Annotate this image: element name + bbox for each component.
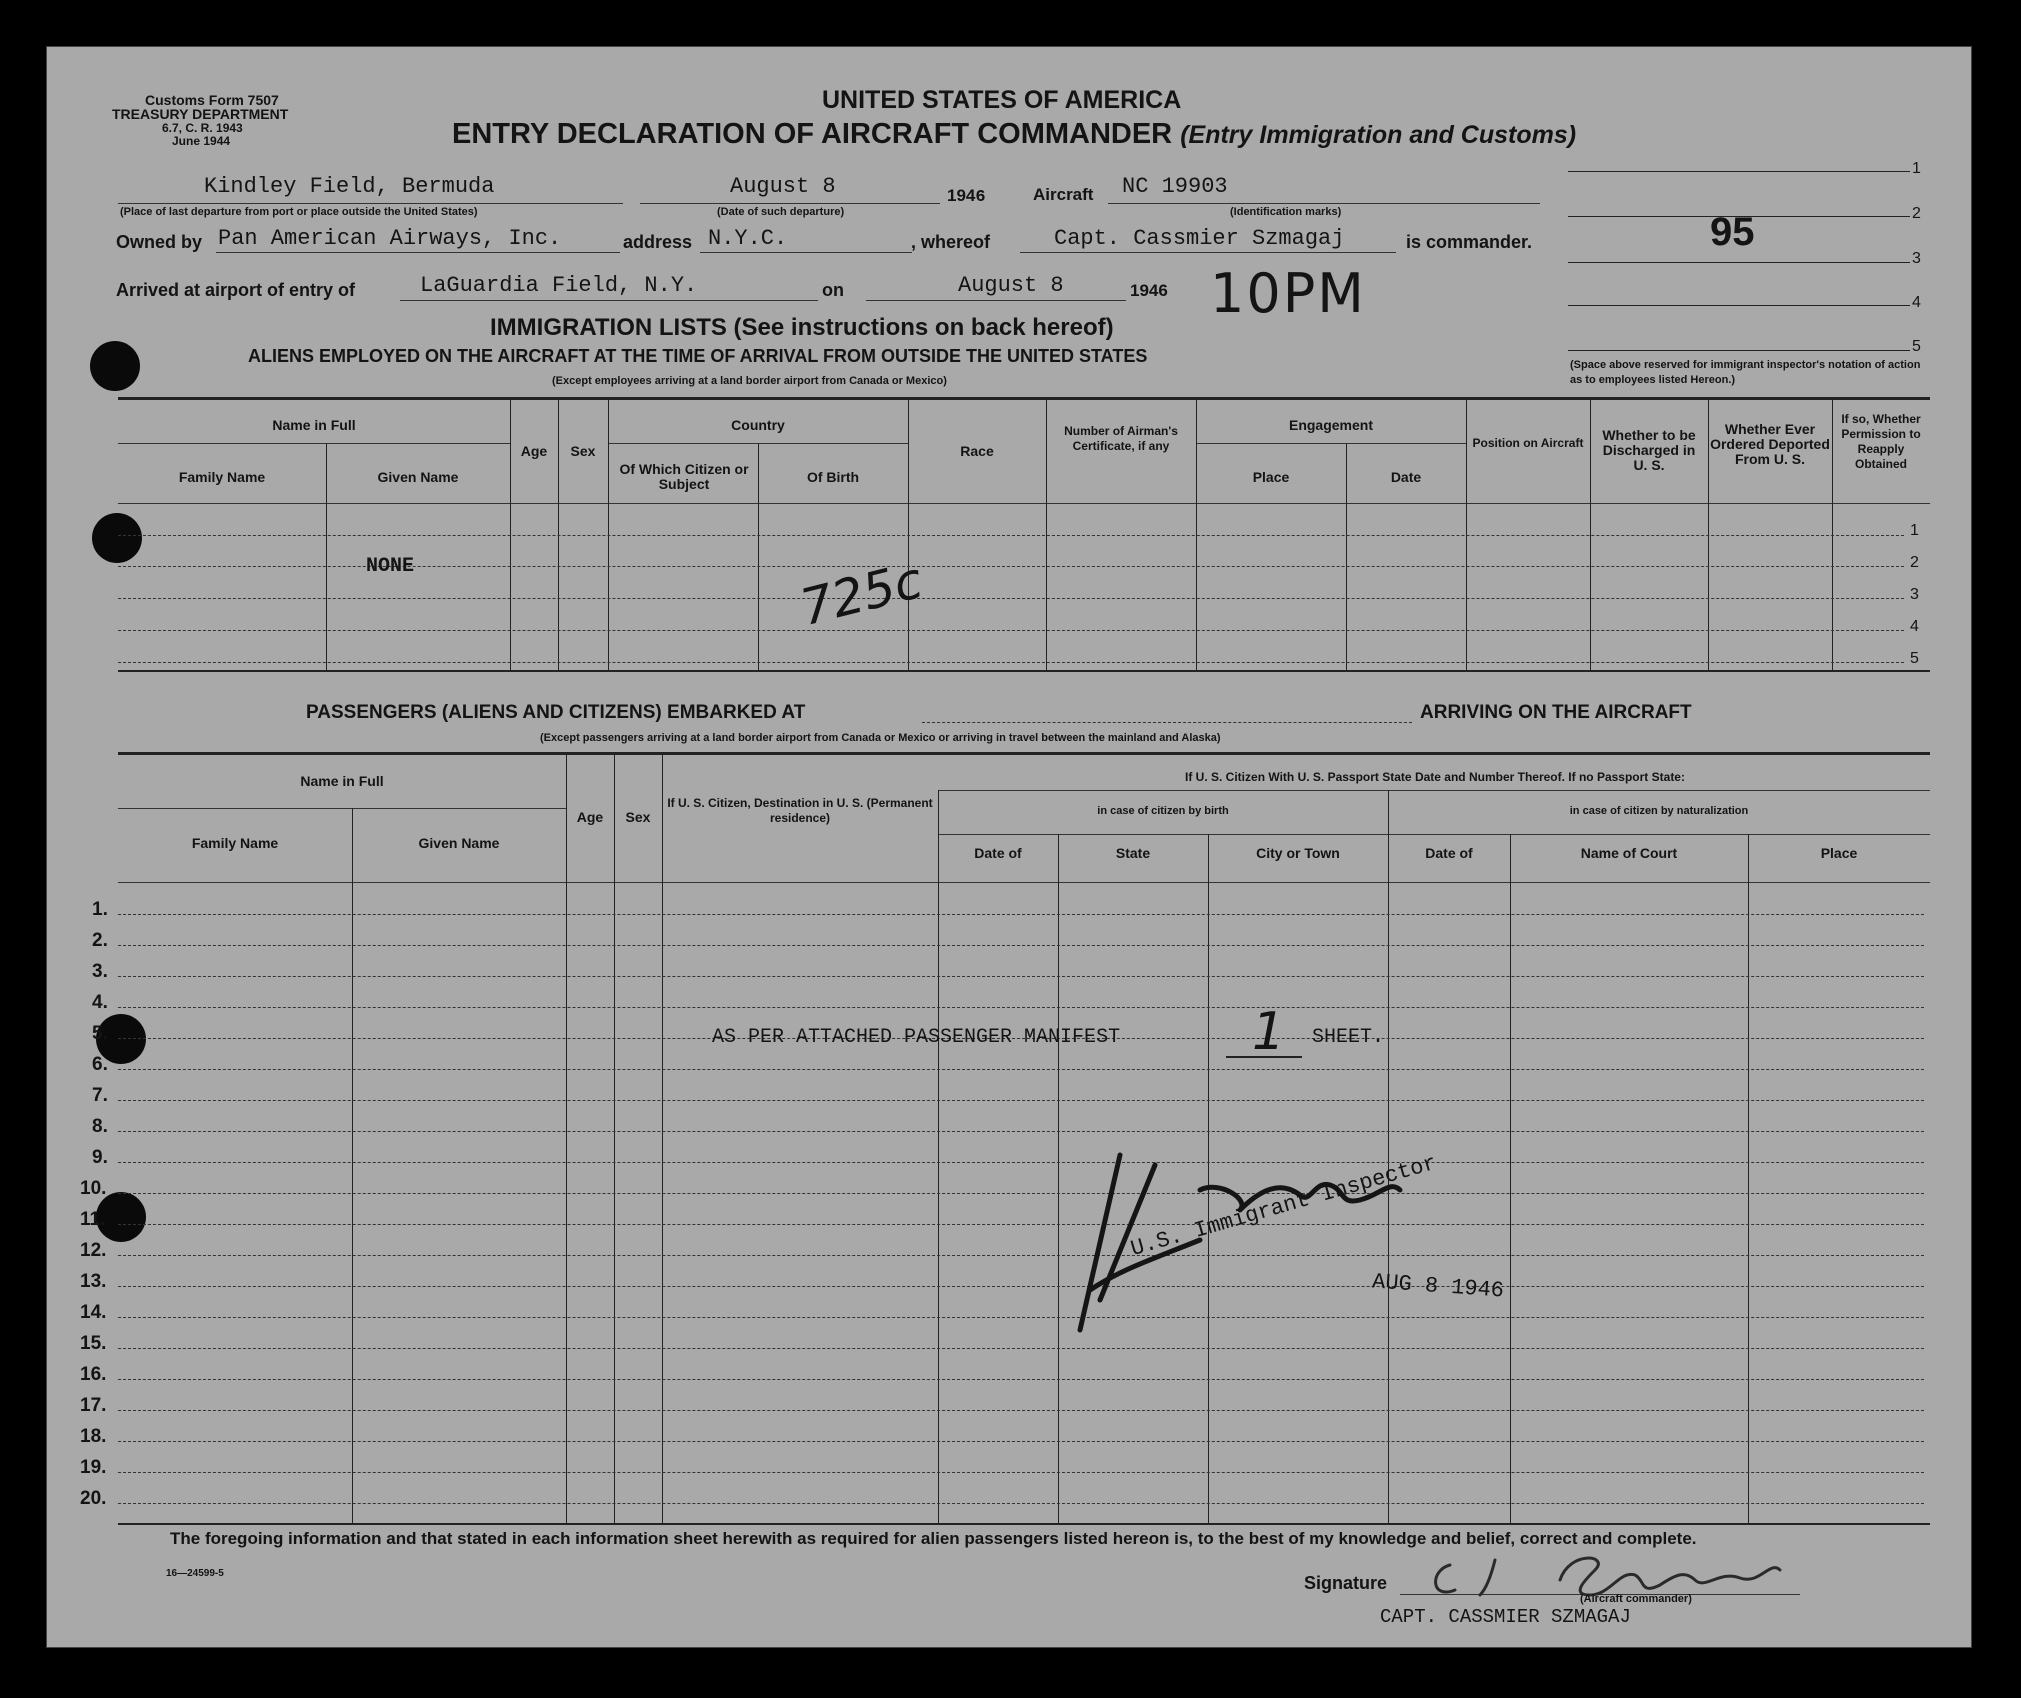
pax-header-destination: If U. S. Citizen, Destination in U. S. (Permanent residence) [667,796,933,825]
row-number: 16. [80,1364,107,1385]
rule [400,300,818,301]
passport-group-rule [938,790,1930,791]
col-rule [938,790,939,1523]
row-rule [118,1348,1924,1349]
header-family-name: Family Name [178,469,266,485]
row-number: 1 [1910,522,1919,539]
header-date: Date [1390,469,1422,485]
row-rule [118,1131,1924,1132]
immigration-subtitle: ALIENS EMPLOYED ON THE AIRCRAFT AT THE TIME OF ARRIVAL FROM OUTSIDE THE UNITED STATES [248,346,1148,366]
count-underline [1226,1056,1302,1058]
stamp-date: AUG 8 1946 [1371,1269,1505,1304]
row-rule [118,914,1924,915]
pax-header-court: Name of Court [1580,845,1678,861]
immigration-entry: NONE [366,555,415,578]
header-sex: Sex [570,443,596,459]
row-number: 7. [92,1085,108,1106]
inspector-line-number: 1 [1912,160,1921,177]
departure-date: August 8 [730,174,836,199]
departure-date-caption: (Date of such departure) [717,206,845,218]
passport-sub-rule [938,834,1930,835]
form-date: June 1944 [172,134,231,148]
arrival-time: 10PM [1210,262,1366,325]
rule [1020,252,1396,253]
inspector-line-number: 4 [1912,294,1921,311]
name-group-rule [118,808,566,809]
rule [700,252,912,253]
row-rule [118,535,1904,536]
inspector-line [1568,171,1910,172]
country-title: UNITED STATES OF AMERICA [822,86,1182,114]
arrival-year: 1946 [1130,281,1168,300]
row-number: 1. [92,899,108,920]
pax-header-date-of-2: Date of [1425,845,1473,861]
punch-hole [90,341,140,391]
table-header-rule [118,503,1930,504]
aircraft-id: NC 19903 [1122,174,1228,199]
col-rule [1748,834,1749,1523]
form-number: Customs Form 7507 [145,92,279,108]
header-of-birth: Of Birth [806,469,860,485]
row-number: 19. [80,1457,107,1478]
inspector-line-number: 2 [1912,205,1921,222]
row-rule [118,1379,1924,1380]
row-rule [118,1162,1924,1163]
arrival-airport: LaGuardia Field, N.Y. [420,273,698,298]
immigration-note: (Except employees arriving at a land border airport from Canada or Mexico) [552,375,947,387]
row-number: 3 [1910,586,1919,603]
whereof-label: , whereof [911,232,991,252]
pax-header-date-of: Date of [974,845,1022,861]
row-number: 13. [80,1271,107,1292]
row-rule [118,662,1904,663]
on-label: on [822,280,844,300]
footer-statement: The foregoing information and that stated in each information sheet herewith as required for alien passengers listed hereon is, to the best of my knowledge and belief, correct and complete. [170,1529,1697,1548]
rule [118,203,623,204]
inspector-line [1568,262,1910,263]
departure-place: Kindley Field, Bermuda [204,174,495,199]
pax-header-by-birth: in case of citizen by birth [1097,805,1229,817]
row-rule [118,1007,1924,1008]
col-rule [1058,834,1059,1523]
commander-name: Capt. Cassmier Szmagaj [1054,226,1345,251]
commander-label: is commander. [1406,232,1533,252]
form-title-italic: (Entry Immigration and Customs) [1180,121,1577,149]
row-number: 2 [1910,554,1919,571]
arrived-label: Arrived at airport of entry of [116,280,356,300]
row-rule [118,1100,1924,1101]
row-number: 3. [92,961,108,982]
pax-header-place: Place [1820,845,1858,861]
arrival-date: August 8 [958,273,1064,298]
row-rule [118,598,1904,599]
pax-header-family-name: Family Name [191,835,279,851]
table-bottom-rule [118,670,1930,672]
punch-hole [92,513,142,563]
row-number: 12. [80,1240,107,1261]
id-caption: (Identification marks) [1230,206,1342,218]
col-rule [352,808,353,1523]
name-group-rule [118,443,510,444]
department: TREASURY DEPARTMENT [112,106,289,122]
inspector-number: 95 [1710,210,1755,254]
owner: Pan American Airways, Inc. [218,226,562,251]
rule [216,252,620,253]
table-bottom-rule [118,1523,1930,1525]
manifest-text: AS PER ATTACHED PASSENGER MANIFEST [712,1026,1121,1049]
embarked-rule [922,722,1412,723]
row-rule [118,1472,1924,1473]
row-rule [118,1255,1924,1256]
row-number: 5 [1910,650,1919,667]
header-age: Age [520,443,548,459]
row-number: 4. [92,992,108,1013]
row-number: 2. [92,930,108,951]
pax-header-name-in-full: Name in Full [300,773,384,789]
form-title-main: ENTRY DECLARATION OF AIRCRAFT COMMANDER [452,118,1173,150]
row-rule [118,1286,1924,1287]
commander-typed-name: CAPT. CASSMIER SZMAGAJ [1380,1606,1631,1628]
year-prefix: 194 [947,186,976,205]
pax-header-sex: Sex [625,809,651,825]
table-header-rule [118,882,1930,883]
pax-header-by-naturalization: in case of citizen by naturalization [1569,805,1749,817]
header-citizen-of: Of Which Citizen or Subject [619,461,749,492]
row-number: 15. [80,1333,107,1354]
row-number: 11. [80,1209,106,1230]
passengers-title-right: ARRIVING ON THE AIRCRAFT [1420,702,1692,723]
row-number: 8. [92,1116,108,1137]
handwritten-note: 725c [794,550,929,638]
col-rule [566,755,567,1523]
row-rule [118,1410,1924,1411]
form-code: 16—24599-5 [166,1568,224,1579]
engagement-group-rule [1196,443,1466,444]
inspector-note: (Space above reserved for immigrant inspector's notation of action as to employees listed Hereon.) [1570,359,1921,386]
row-rule [118,1069,1924,1070]
col-rule [614,755,615,1523]
immigration-title: IMMIGRATION LISTS (See instructions on back hereof) [490,314,1114,341]
inspector-line-number: 3 [1912,250,1921,267]
form-title [452,118,1576,151]
header-discharged: Whether to be Discharged in U. S. [1602,427,1696,473]
pax-header-given-name: Given Name [418,835,500,851]
row-rule [118,1224,1924,1225]
inspector-signature [1060,1120,1440,1340]
aircraft-label: Aircraft [1033,185,1094,204]
signature-label: Signature [1304,1573,1388,1593]
row-number: 14. [80,1302,107,1323]
rule [866,300,1126,301]
address-label: address [623,232,693,252]
rule [640,203,940,204]
row-rule [118,976,1924,977]
row-rule [118,1441,1924,1442]
signature-caption: (Aircraft commander) [1580,1593,1692,1605]
stamp-title: U.S. Immigrant Inspector [1128,1150,1440,1263]
header-name-in-full: Name in Full [272,417,356,433]
passengers-note: (Except passengers arriving at a land border airport from Canada or Mexico or arriving in travel between the mainland and Alaska) [540,732,1221,744]
address: N.Y.C. [708,226,788,251]
row-number: 18. [80,1426,107,1447]
pax-header-age: Age [576,809,604,825]
row-number: 4 [1910,618,1919,635]
row-rule [118,945,1924,946]
row-rule [118,1317,1924,1318]
header-race: Race [960,443,994,459]
pax-header-state: State [1115,845,1151,861]
row-number: 20. [80,1488,107,1509]
year-digit: 6 [975,188,986,207]
header-position: Position on Aircraft [1472,436,1584,450]
row-number: 10. [80,1178,107,1199]
table-top-rule [118,397,1930,400]
row-rule [118,1503,1924,1504]
header-reapply: If so, Whether Permission to Reapply Obtained [1841,412,1921,471]
inspector-line [1568,350,1910,351]
row-rule [118,1193,1924,1194]
header-engagement: Engagement [1288,417,1373,433]
header-airman-cert: Number of Airman's Certificate, if any [1064,424,1178,453]
row-number: 6. [92,1054,108,1075]
row-rule [118,630,1904,631]
header-deported: Whether Ever Ordered Deported From U. S. [1710,421,1830,467]
owned-by-label: Owned by [116,232,203,252]
manifest-unit: SHEET. [1312,1026,1385,1049]
regulation: 6.7, C. R. 1943 [162,121,243,135]
row-number: 5. [92,1023,108,1044]
inspector-line [1568,305,1910,306]
pax-header-passport: If U. S. Citizen With U. S. Passport State Date and Number Thereof. If no Passport State: [1185,770,1685,784]
pax-header-city: City or Town [1256,845,1340,861]
header-country: Country [731,417,785,433]
col-rule [662,755,663,1523]
inspector-line-number: 5 [1912,338,1921,355]
rule [1108,203,1540,204]
row-number: 17. [80,1395,107,1416]
col-rule [1510,834,1511,1523]
departure-place-caption: (Place of last departure from port or place outside the United States) [120,206,478,218]
header-place: Place [1252,469,1290,485]
passengers-title: PASSENGERS (ALIENS AND CITIZENS) EMBARKED AT [306,702,806,723]
table-top-rule [118,752,1930,755]
row-number: 9. [92,1147,108,1168]
year-label [947,186,986,207]
manifest-count: 1 [1252,1002,1286,1062]
header-given-name: Given Name [377,469,459,485]
